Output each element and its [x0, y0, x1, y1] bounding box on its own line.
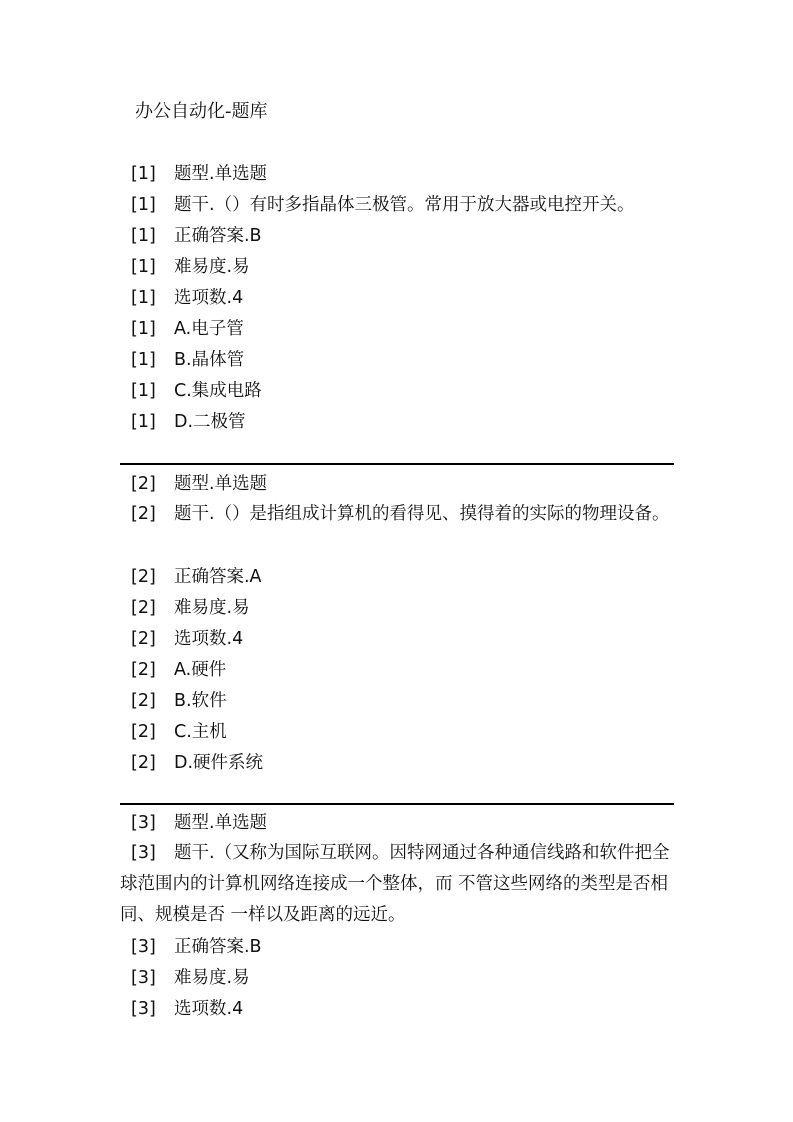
- question-type: 题型.单选题: [174, 164, 268, 184]
- question-answer-row: [0, 935, 793, 966]
- option-row: [0, 658, 793, 689]
- option-a: A.硬件: [174, 660, 227, 680]
- question-number: [2]: [131, 504, 156, 524]
- question-number: [3]: [131, 813, 156, 833]
- question-type: 题型.单选题: [174, 813, 268, 833]
- question-number: [2]: [131, 598, 156, 618]
- document-title: 办公自动化-题库: [135, 101, 268, 122]
- question-answer: 正确答案.A: [174, 567, 262, 587]
- option-c: C.集成电路: [174, 381, 262, 401]
- question-block-3: [0, 811, 793, 1028]
- question-difficulty-row: [0, 596, 793, 627]
- question-number: [3]: [131, 843, 156, 863]
- question-number: [3]: [131, 937, 156, 957]
- question-option-count-row: [0, 627, 793, 658]
- question-number: [1]: [131, 226, 156, 246]
- option-row: [0, 720, 793, 751]
- option-b: B.晶体管: [174, 350, 245, 370]
- question-number: [1]: [131, 164, 156, 184]
- option-row: [0, 317, 793, 348]
- question-number: [1]: [131, 319, 156, 339]
- question-difficulty-row: [0, 966, 793, 997]
- option-d: D.硬件系统: [174, 753, 264, 773]
- question-answer: 正确答案.B: [174, 937, 262, 957]
- option-row: [0, 379, 793, 410]
- option-row: [0, 348, 793, 379]
- option-a: A.电子管: [174, 319, 244, 339]
- question-type: 题型.单选题: [174, 474, 268, 494]
- question-number: [2]: [131, 474, 156, 494]
- question-block-1: [0, 162, 793, 441]
- question-option-count-row: [0, 286, 793, 317]
- question-number: [1]: [131, 381, 156, 401]
- question-difficulty-row: [0, 255, 793, 286]
- option-b: B.软件: [174, 691, 227, 711]
- question-divider: [120, 803, 674, 805]
- question-difficulty: 难易度.易: [174, 968, 250, 988]
- question-divider: [120, 463, 674, 465]
- question-stem-row: [120, 838, 680, 931]
- option-row: [0, 689, 793, 720]
- question-difficulty: 难易度.易: [174, 257, 250, 277]
- question-difficulty: 难易度.易: [174, 598, 250, 618]
- question-number: [2]: [131, 629, 156, 649]
- question-number: [1]: [131, 257, 156, 277]
- question-stem-row: [0, 193, 793, 224]
- question-option-count: 选项数.4: [174, 288, 244, 308]
- question-stem: 题干.（）是指组成计算机的看得见、摸得着的实际的物理设备。: [174, 504, 670, 524]
- question-option-count: 选项数.4: [174, 629, 244, 649]
- question-number: [1]: [131, 195, 156, 215]
- question-number: [2]: [131, 753, 156, 773]
- option-c: C.主机: [174, 722, 227, 742]
- question-option-count-row: [0, 997, 793, 1028]
- question-number: [3]: [131, 968, 156, 988]
- option-d: D.二极管: [174, 412, 246, 432]
- question-number: [2]: [131, 722, 156, 742]
- question-type-row: [0, 162, 793, 193]
- question-answer: 正确答案.B: [174, 226, 262, 246]
- option-row: [0, 410, 793, 441]
- question-number: [1]: [131, 288, 156, 308]
- question-stem: 题干.（又称为国际互联网。因特网通过各种通信线路和软件把全球范围内的计算机网络连接成一个整体，而 不管这些网络的类型是否相同、规模是否 一样以及距离的远近。: [120, 843, 670, 925]
- question-block-2: [0, 472, 793, 782]
- question-number: [1]: [131, 350, 156, 370]
- question-number: [1]: [131, 412, 156, 432]
- question-number: [2]: [131, 691, 156, 711]
- question-stem-row: [120, 499, 680, 561]
- question-option-count: 选项数.4: [174, 999, 244, 1019]
- question-answer-row: [0, 224, 793, 255]
- question-number: [3]: [131, 999, 156, 1019]
- question-answer-row: [0, 565, 793, 596]
- question-number: [2]: [131, 660, 156, 680]
- option-row: [0, 751, 793, 782]
- question-stem: 题干.（）有时多指晶体三极管。常用于放大器或电控开关。: [174, 195, 635, 215]
- question-number: [2]: [131, 567, 156, 587]
